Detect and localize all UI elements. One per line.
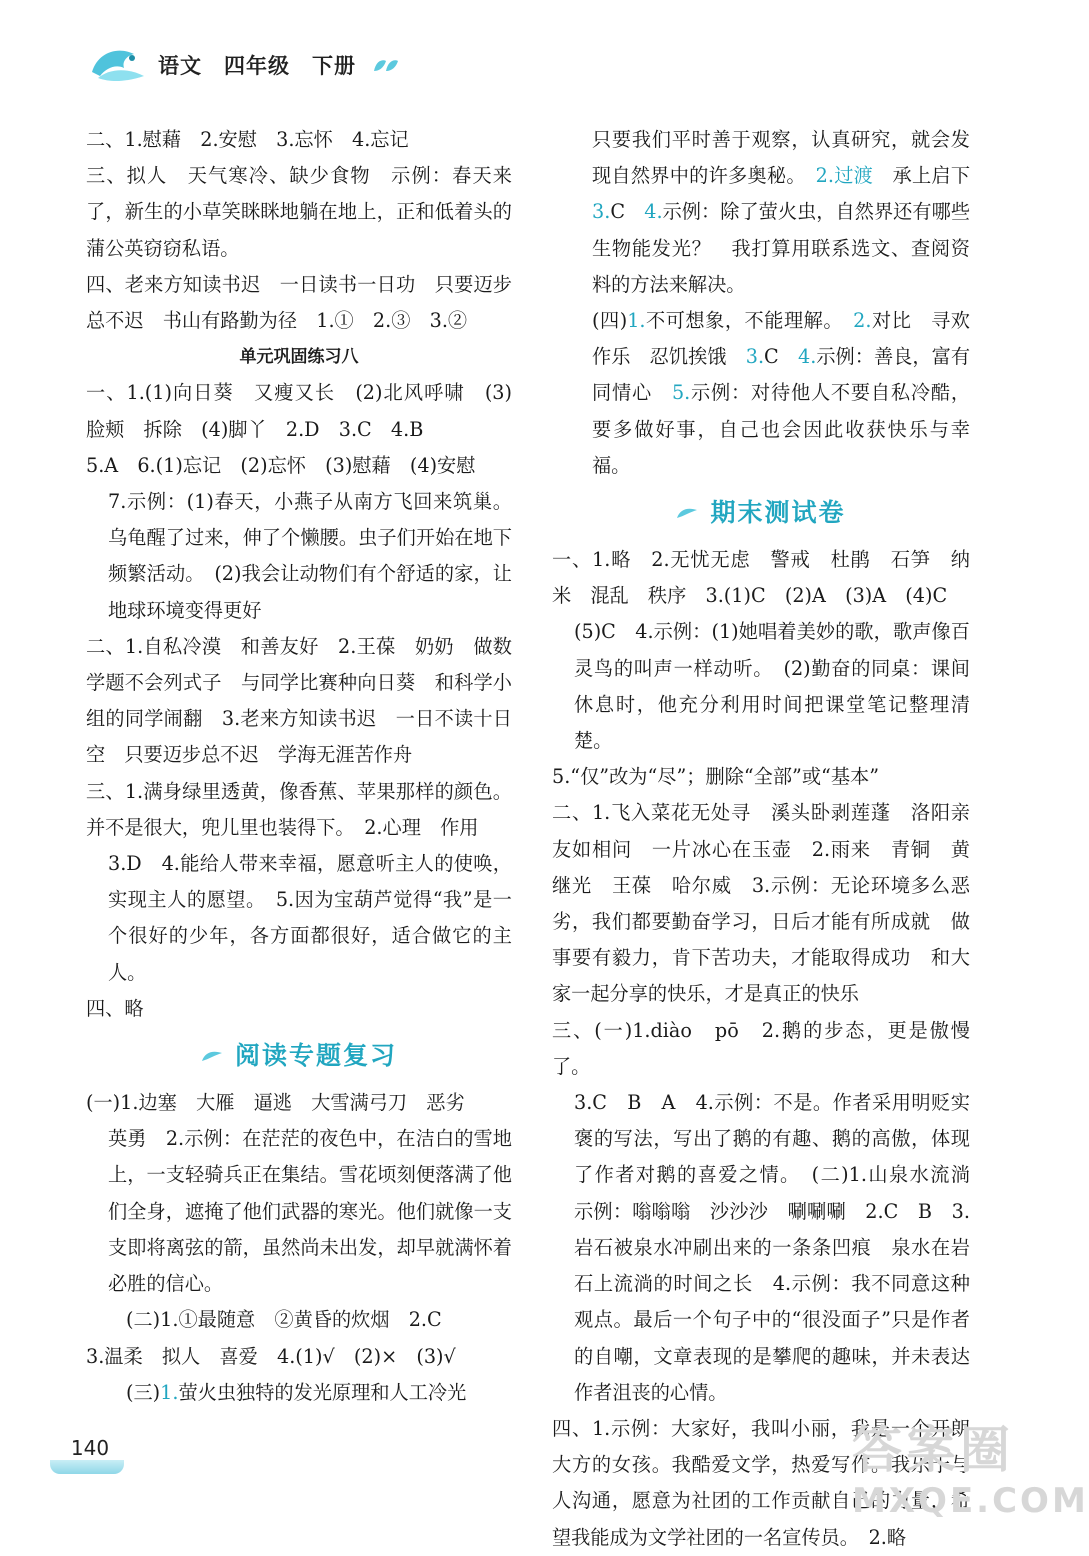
answer-number: 1. <box>160 1380 179 1404</box>
answer-para: 四、1.示例：大家好，我叫小丽，我是一个开朗大方的女孩。我酷爱文学，热爱写作。我乐于与人沟通，愿意为社团的工作贡献自己的力量，希望我能成为文学社团的一名宣传员。 2.略 <box>552 1416 970 1549</box>
answer-para: 三、1.满身绿里透黄，像香蕉、苹果那样的颜色。并不是很大，兜儿里也装得下。 2.心理 作用 <box>86 779 512 839</box>
answer-label: (四) <box>592 309 628 333</box>
unit-title: 单元巩固练习八 <box>239 347 359 368</box>
answer-text: 萤火虫独特的发光原理和人工冷光 <box>178 1380 467 1404</box>
page-header <box>88 40 400 90</box>
answer-number: 5. <box>671 381 691 405</box>
answer-text: 不可想象，不能理解。 <box>645 309 854 333</box>
page-number-decoration <box>50 1460 124 1474</box>
answer-para: (二)1.①最随意 ②黄昏的炊烟 2.C <box>126 1308 442 1332</box>
answer-text: 承上启下 <box>873 164 990 188</box>
answer-para: 三、(一)1.diào pō 2.鹅的步态，更是傲慢了。 <box>552 1018 970 1078</box>
answer-text: 示例：对待他人不要自私冷酷，要多做好事，自己也会因此收获快乐与幸福。 <box>592 381 971 477</box>
page-number: 140 <box>70 1436 110 1460</box>
answer-para: 英勇 2.示例：在茫茫的夜色中，在洁白的雪地上，一支轻骑兵正在集结。雪花顷刻便落满了他们全身，遮掩了他们武器的寒光。他们就像一支支即将离弦的箭，虽然尚未出发，却早就满怀着必胜的信心。 <box>108 1127 512 1296</box>
answer-para: 一、1.略 2.无忧无虑 警戒 杜鹃 石笋 纳米 混乱 秩序 3.(1)C (2)A (3)A (4)C <box>552 548 970 608</box>
answer-para: 7.示例：(1)春天，小燕子从南方飞回来筑巢。乌龟醒了过来，伸了个懒腰。虫子们开始在地下频繁活动。 (2)我会让动物们有个舒适的家，让地球环境变得更好 <box>108 490 512 622</box>
answer-para <box>552 122 990 303</box>
answer-number: 2. <box>853 309 872 333</box>
answer-text: 只要我们平时善于观察，认真研究，就会发现自然界中的许多奥秘。 <box>592 128 970 188</box>
header-volume: 下册 <box>312 54 356 78</box>
answer-para: 3.C B A 4.示例：不是。作者采用明贬实褒的写法，写出了鹅的有趣、鹅的高傲，体现了作者对鹅的喜爱之情。 (二)1.山泉水流淌 示例：嗡嗡嗡 沙沙沙 唰唰唰 2.C B 3.岩石被泉水冲刷出来的一条条凹痕 泉水在岩石上流淌的时间之长 4.示例：我不同意这种观点。最后一个句子中的“很没面子”只是作者的自嘲，文章表现的是攀爬的趣味，并未表达作者沮丧的心情。 <box>574 1091 990 1404</box>
answer-text: 示例：善良，富有同情心 <box>592 345 971 405</box>
answer-text: 示例：除了萤火虫，自然界还有哪些生物能发光？ 我打算用联系选文、查阅资料的方法来解决。 <box>592 200 971 296</box>
answer-text: 对比 寻欢作乐 忍饥挨饿 <box>592 309 970 369</box>
watermark <box>852 1418 1089 1530</box>
section-title-final-exam <box>552 486 970 540</box>
answer-para: 5.A 6.(1)忘记 (2)忘怀 (3)慰藉 (4)安慰 <box>86 453 476 477</box>
answer-para: (5)C 4.示例：(1)她唱着美妙的歌，歌声像百灵鸟的叫声一样动听。 (2)勤奋的同桌：课间休息时，他充分利用时间把课堂笔记整理清楚。 <box>574 620 970 753</box>
answer-para: 四、老来方知读书迟 一日读书一日功 只要迈步总不迟 书山有路勤为径 1.① 2.③ 3.② <box>86 272 512 333</box>
answer-para: 3.温柔 拟人 喜爱 4.(1)√ (2)× (3)√ <box>86 1344 456 1368</box>
header-grade: 四年级 <box>224 54 290 78</box>
answer-para: 3.D 4.能给人带来幸福，愿意听主人的使唤，实现主人的愿望。 5.因为宝葫芦觉得“我”是一个很好的少年，各方面都很好，适合做它的主人。 <box>108 852 512 984</box>
answer-number: 1. <box>627 309 646 333</box>
answer-para: 四、略 <box>86 996 144 1020</box>
watermark-main: 答案圈 <box>852 1421 1014 1479</box>
answer-para: 三、拟人 天气寒冷、缺少食物 示例：春天来了，新生的小草笑眯眯地躺在地上，正和低着头的蒲公英窃窃私语。 <box>86 164 512 260</box>
header-subject: 语文 <box>158 54 202 78</box>
answer-para: 二、1.慰藉 2.安慰 3.忘怀 4.忘记 <box>86 128 409 151</box>
left-column <box>86 122 512 1411</box>
answer-text: C <box>764 345 798 369</box>
answer-label: (三) <box>126 1380 161 1404</box>
leaves-icon <box>372 55 400 75</box>
section-title-reading <box>86 1029 512 1083</box>
section-title-text: 阅读专题复习 <box>234 1040 397 1070</box>
answer-para: 二、1.自私冷漠 和善友好 2.王葆 奶奶 做数学题不会列式子 与同学比赛种向日葵 和科学小组的同学闹翻 3.老来方知读书迟 一日不读十日空 只要迈步总不迟 学海无涯苦作舟 <box>86 634 512 767</box>
answer-number: 3. <box>592 200 611 224</box>
answer-number: 2.过渡 <box>815 164 874 188</box>
answer-para: 二、1.飞入菜花无处寻 溪头卧剥莲蓬 洛阳亲友如相问 一片冰心在玉壶 2.雨来 青铜 黄继光 王葆 哈尔威 3.示例：无论环境多么恶劣，我们都要勤奋学习，日后才能有所成就 做事要有毅力，肯下苦功夫，才能取得成功 和大家一起分享的快乐，才是真正的快乐 <box>552 801 970 1006</box>
leaf-icon <box>201 1049 223 1063</box>
answer-para <box>552 303 970 484</box>
answer-number: 3. <box>745 345 765 369</box>
answer-para: 一、1.(1)向日葵 又瘦又长 (2)北风呼啸 (3)脸颊 拆除 (4)脚丫 2.D 3.C 4.B <box>86 381 512 441</box>
answer-para: (一)1.边塞 大雁 逼逃 大雪满弓刀 恶劣 <box>86 1091 465 1115</box>
watermark-sub: MXQE.COM <box>852 1481 1089 1521</box>
answer-number: 4. <box>644 200 663 224</box>
answer-number: 4. <box>797 345 817 369</box>
answer-para <box>86 1375 512 1411</box>
bird-logo-icon <box>88 42 150 88</box>
section-title-text: 期末测试卷 <box>710 497 846 527</box>
leaf-icon <box>676 506 698 520</box>
answer-text: C <box>610 200 645 224</box>
answer-para: 5.“仅”改为“尽”；删除“全部”或“基本” <box>552 765 880 789</box>
